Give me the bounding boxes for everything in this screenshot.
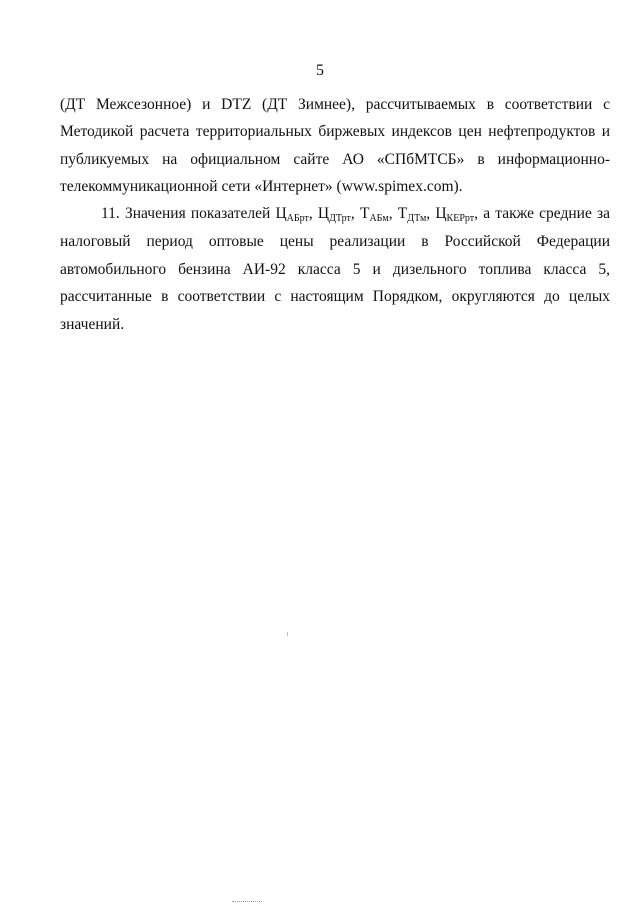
- text-line: Методикой расчета территориальных биржевых индексов цен нефтепродуктов и: [60, 123, 610, 140]
- tail-text: а также средние за: [483, 205, 611, 222]
- text-line: (ДТ Межсезонное) и DTZ (ДТ Зимнее), рассчитываемых в соответствии с: [60, 96, 610, 113]
- text-line: налоговый период оптовые цены реализации в Российской Федерации: [60, 233, 610, 250]
- page-number: 5: [316, 62, 324, 79]
- text-line: автомобильного бензина АИ-92 класса 5 и дизельного топлива класса 5,: [60, 261, 610, 278]
- text-line: значений.: [60, 316, 125, 333]
- indicator: $Ц_{ДТрт}$,: [317, 205, 360, 224]
- text-line: телекоммуникационной сети «Интернет» (www.spimex.com).: [60, 178, 463, 195]
- scan-mark: [287, 632, 288, 636]
- scan-edge: [232, 901, 262, 903]
- indicator: $Т_{АБм}$,: [359, 205, 398, 224]
- lead-text: 11. Значения показателей: [101, 205, 276, 222]
- text-line: рассчитанные в соответствии с настоящим Порядком, округляются до целых: [60, 288, 610, 305]
- indicator: $Ц_{АБрт}$,: [275, 205, 318, 224]
- paragraph-11-first-line: [101, 204, 610, 224]
- indicator: $Т_{ДТм}$,: [397, 205, 436, 224]
- indicator: $Ц_{КЕРрт}$,: [435, 205, 484, 224]
- text-line: публикуемых на официальном сайте АО «СПбМТСБ» в информационно-: [60, 151, 610, 168]
